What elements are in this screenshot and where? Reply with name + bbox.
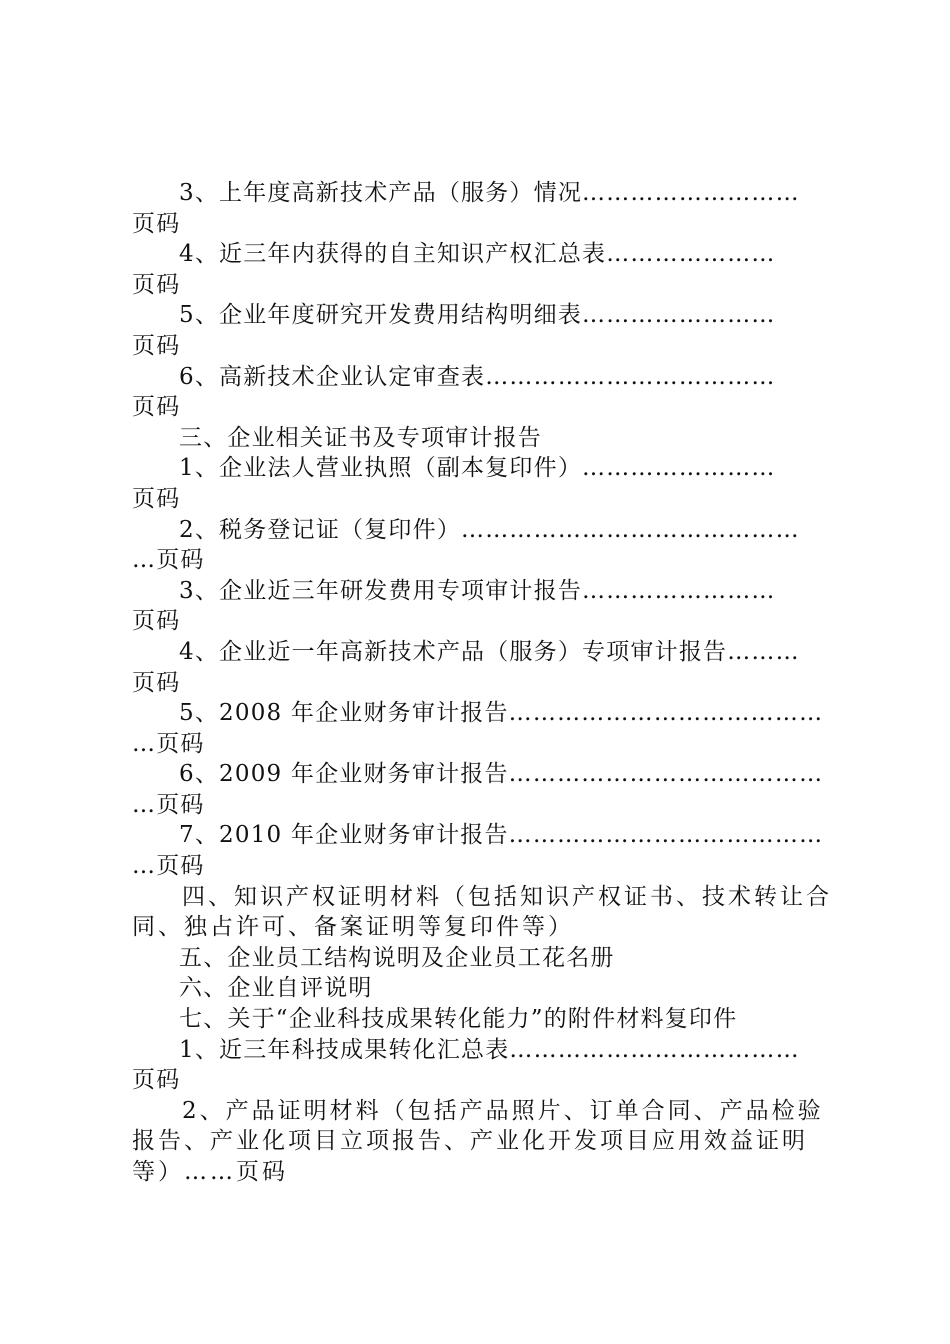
toc-entry: 6、2009 年企业财务审计报告…………………………………	[179, 761, 824, 788]
toc-page-label: …页码	[132, 730, 205, 757]
toc-page-label: 页码	[132, 608, 181, 635]
toc-page-label: 页码	[132, 271, 181, 298]
toc-page-label: 页码	[132, 669, 181, 696]
toc-entry: 2、税务登记证（复印件）……………………………………	[179, 516, 800, 543]
toc-page-label: …页码	[132, 547, 205, 574]
toc-entry: 1、近三年科技成果转化汇总表………………………………	[179, 1036, 800, 1063]
toc-entry: 4、企业近一年高新技术产品（服务）专项审计报告………	[179, 638, 800, 665]
toc-entry: 5、企业年度研究开发费用结构明细表……………………	[179, 302, 776, 329]
toc-entry: 7、2010 年企业财务审计报告…………………………………	[179, 822, 824, 849]
toc-entry: 3、企业近三年研发费用专项审计报告……………………	[179, 577, 776, 604]
toc-page-label: 页码	[132, 394, 181, 421]
toc-entry: 5、2008 年企业财务审计报告…………………………………	[179, 700, 824, 727]
toc-page-label: 页码	[132, 485, 181, 512]
toc-page-label: 页码	[132, 1067, 181, 1094]
toc-page-label: …页码	[132, 791, 205, 818]
table-of-contents	[132, 178, 832, 1188]
section-heading: 三、企业相关证书及专项审计报告	[179, 424, 542, 451]
section-heading: 六、企业自评说明	[179, 975, 373, 1002]
toc-page-label: 页码	[132, 210, 181, 237]
toc-entry: 4、近三年内获得的自主知识产权汇总表…………………	[179, 241, 776, 268]
section-heading: 五、企业员工结构说明及企业员工花名册	[179, 944, 615, 971]
toc-entry: 3、上年度高新技术产品（服务）情况………………………	[179, 180, 800, 206]
toc-page-label: 页码	[132, 332, 181, 359]
toc-entry: 1、企业法人营业执照（副本复印件）……………………	[179, 455, 776, 482]
toc-entry: 2、产品证明材料（包括产品照片、订单合同、产品检验报告、产业化项目立项报告、产业化开发项目应用效益证明等）……页码	[132, 1097, 824, 1185]
section-heading: 四、知识产权证明材料（包括知识产权证书、技术转让合同、独占许可、备案证明等复印件等）	[132, 883, 832, 941]
toc-entry: 6、高新技术企业认定审查表………………………………	[179, 363, 776, 390]
section-heading: 七、关于“企业科技成果转化能力”的附件材料复印件	[179, 1006, 738, 1033]
toc-page-label: …页码	[132, 853, 205, 880]
